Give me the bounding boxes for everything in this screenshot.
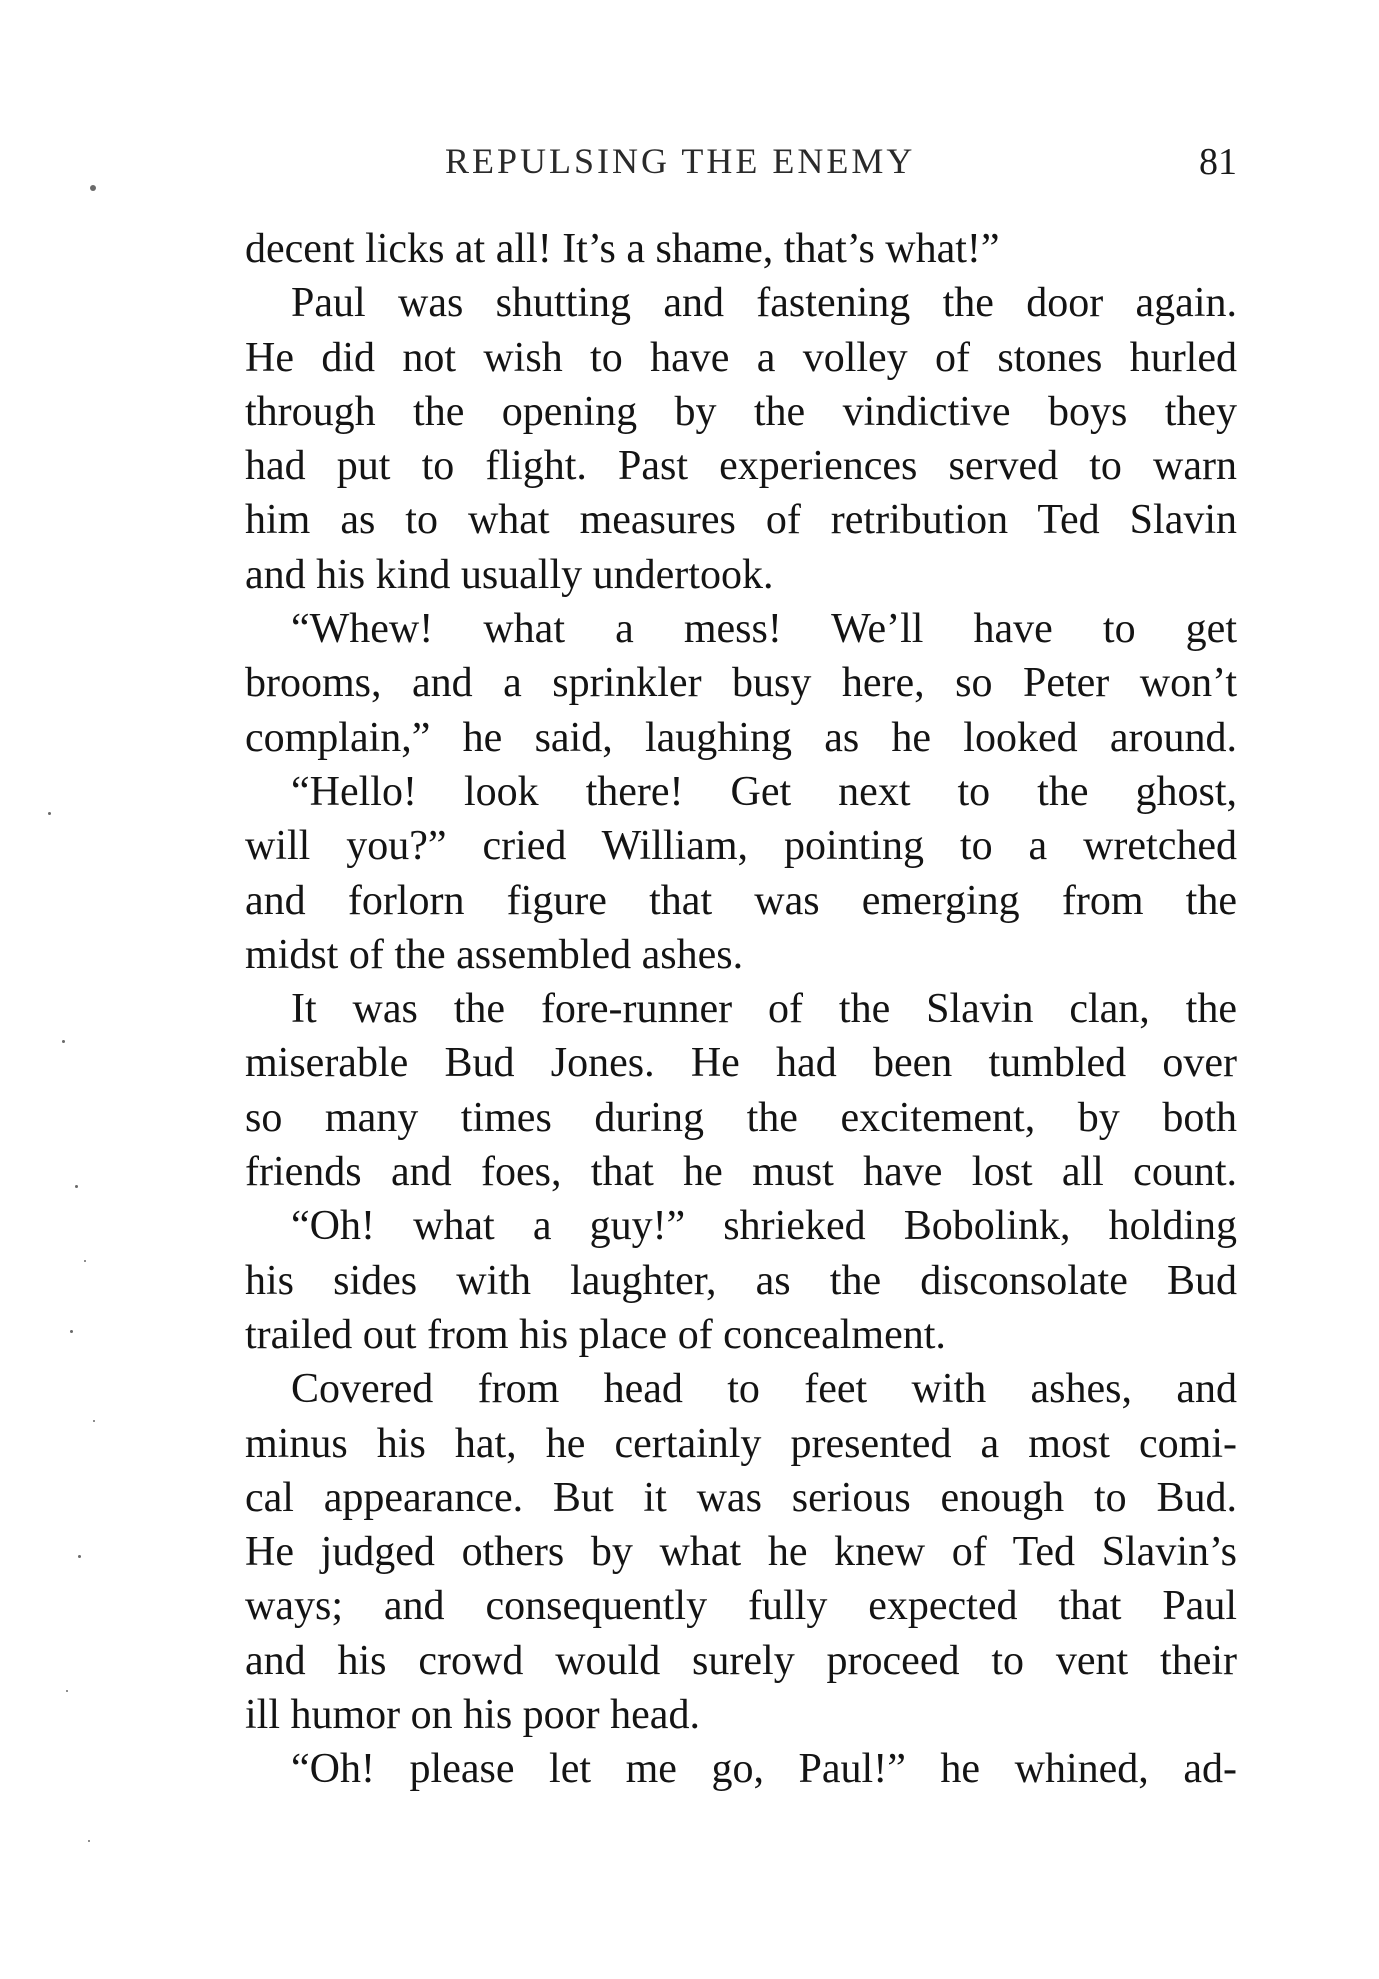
running-title: REPULSING THE ENEMY bbox=[445, 141, 916, 181]
text-line: and forlorn figure that was emerging from the bbox=[245, 877, 1237, 924]
text-line: It was the fore-runner of the Slavin clan, the bbox=[291, 986, 1237, 1033]
scan-speck bbox=[62, 1040, 65, 1043]
text-line: and his crowd would surely proceed to vent their bbox=[245, 1637, 1237, 1684]
scan-speck bbox=[90, 185, 96, 191]
scan-speck bbox=[70, 1330, 73, 1333]
scan-speck bbox=[78, 1555, 81, 1558]
text-line: “Whew! what a mess! We’ll have to get bbox=[291, 606, 1237, 653]
scan-speck bbox=[84, 1260, 86, 1262]
body-text bbox=[245, 222, 1237, 1797]
text-line: ways; and consequently fully expected that Paul bbox=[245, 1583, 1237, 1630]
text-line: Covered from head to feet with ashes, and bbox=[291, 1366, 1237, 1413]
text-line: had put to flight. Past experiences served to warn bbox=[245, 443, 1237, 490]
scan-speck bbox=[93, 1420, 95, 1422]
text-line: He did not wish to have a volley of stones hurled bbox=[245, 334, 1237, 381]
text-line: miserable Bud Jones. He had been tumbled over bbox=[245, 1040, 1237, 1087]
text-line: friends and foes, that he must have lost all count. bbox=[245, 1149, 1237, 1196]
text-line: decent licks at all! It’s a shame, that’s what!” bbox=[245, 226, 1000, 272]
text-line: him as to what measures of retribution Ted Slavin bbox=[245, 497, 1237, 544]
text-line: ill humor on his poor head. bbox=[245, 1692, 700, 1739]
text-line: brooms, and a sprinkler busy here, so Peter won’t bbox=[245, 660, 1237, 707]
scan-speck bbox=[88, 1840, 90, 1842]
text-line: midst of the assembled ashes. bbox=[245, 931, 744, 978]
page-number: 81 bbox=[1199, 141, 1237, 183]
text-line: complain,” he said, laughing as he looked around. bbox=[245, 714, 1237, 761]
text-line: “Oh! please let me go, Paul!” he whined, ad- bbox=[291, 1746, 1237, 1793]
text-line: “Hello! look there! Get next to the ghost, bbox=[291, 768, 1237, 815]
text-line: minus his hat, he certainly presented a most comi- bbox=[245, 1420, 1237, 1467]
text-line: his sides with laughter, as the disconsolate Bud bbox=[245, 1257, 1237, 1304]
text-line: will you?” cried William, pointing to a wretched bbox=[245, 823, 1237, 870]
running-head bbox=[245, 140, 1237, 190]
text-line: through the opening by the vindictive boys they bbox=[245, 388, 1237, 435]
text-line: trailed out from his place of concealment. bbox=[245, 1311, 946, 1358]
text-line: and his kind usually undertook. bbox=[245, 551, 774, 598]
text-line: cal appearance. But it was serious enough to Bud. bbox=[245, 1474, 1237, 1521]
scan-speck bbox=[48, 812, 51, 815]
text-line: He judged others by what he knew of Ted Slavin’s bbox=[245, 1529, 1237, 1576]
text-line: Paul was shutting and fastening the door again. bbox=[291, 280, 1237, 327]
scan-gutter-noise bbox=[0, 0, 160, 1979]
text-line: “Oh! what a guy!” shrieked Bobolink, holding bbox=[291, 1203, 1237, 1250]
scan-speck bbox=[66, 1690, 68, 1692]
scan-speck bbox=[75, 1185, 78, 1188]
text-line: so many times during the excitement, by both bbox=[245, 1094, 1237, 1141]
